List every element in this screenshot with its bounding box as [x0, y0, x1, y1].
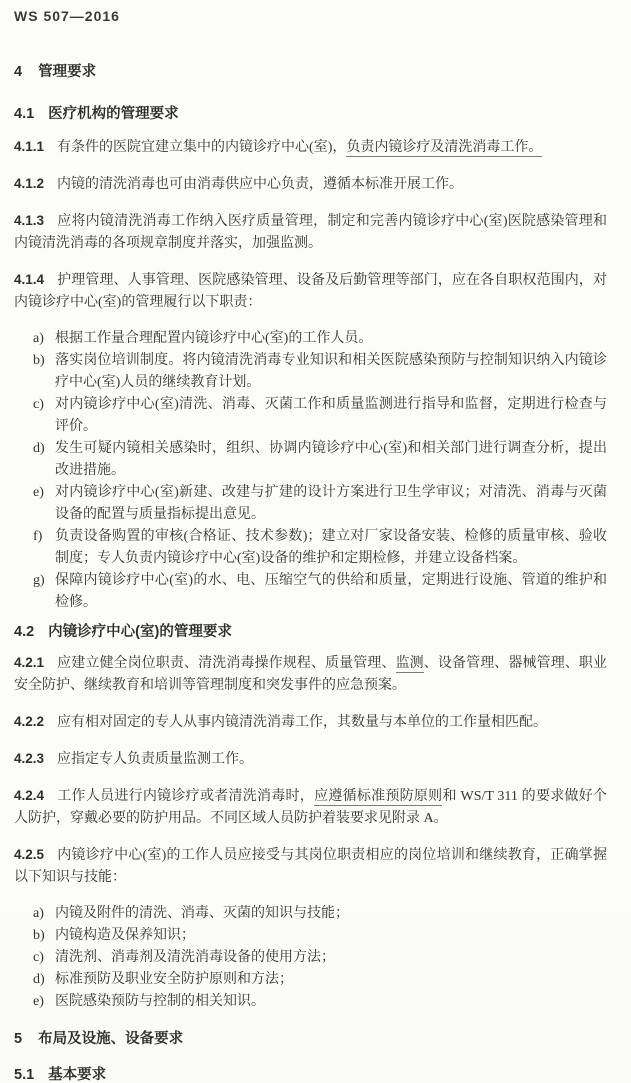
item-label: b) [33, 928, 45, 943]
clause-text: 内镜的清洗消毒也可由消毒供应中心负责，遵循本标准开展工作。 [57, 177, 464, 192]
item-label: c) [33, 950, 44, 965]
clause-text: 护理管理、人事管理、医院感染管理、设备及后勤管理等部门，应在各自职权范围内，对内镜诊疗中心(室)的管理履行以下职责： [14, 273, 607, 310]
item-label: a) [33, 906, 44, 921]
section-heading-5 [14, 1031, 607, 1047]
clause-number: 4.2.3 [14, 751, 45, 766]
subsection-heading-5-1 [14, 1067, 607, 1083]
item-text: 发生可疑内镜相关感染时，组织、协调内镜诊疗中心(室)和相关部门进行调查分析，提出改进措施。 [55, 441, 607, 478]
clause-text: 应建立健全岗位职责、清洗消毒操作规程、质量管理、 [57, 656, 396, 671]
clause-4-2-3 [14, 748, 607, 771]
clause-text: 应将内镜清洗消毒工作纳入医疗质量管理，制定和完善内镜诊疗中心(室)医院感染管理和内镜清洗消毒的各项规章制度并落实，加强监测。 [14, 214, 607, 251]
clause-4-2-1 [14, 652, 607, 697]
item-text: 医院感染预防与控制的相关知识。 [55, 994, 265, 1009]
list-item-d [14, 438, 607, 482]
list-item-g [14, 570, 607, 614]
item-label: a) [33, 331, 44, 346]
subsection-title: 内镜诊疗中心(室)的管理要求 [48, 624, 232, 640]
clause-text: 应指定专人负责质量监测工作。 [57, 752, 254, 767]
item-label: g) [33, 573, 45, 588]
clause-number: 4.1.3 [14, 213, 45, 228]
clause-4-2-4 [14, 785, 607, 830]
list-item-a [14, 903, 607, 925]
item-label: e) [33, 485, 44, 500]
list-item-c [14, 394, 607, 438]
list-item-f [14, 526, 607, 570]
item-label: b) [33, 353, 45, 368]
subsection-title: 基本要求 [48, 1067, 107, 1083]
subsection-number: 4.1 [14, 106, 35, 122]
item-text: 清洗剂、消毒剂及清洗消毒设备的使用方法； [55, 950, 335, 965]
item-text: 根据工作量合理配置内镜诊疗中心(室)的工作人员。 [55, 331, 373, 346]
item-text: 负责设备购置的审核(合格证、技术参数)；建立对厂家设备安装、检修的质量审核、验收制度；专人负责内镜诊疗中心(室)设备的维护和定期检修，并建立设备档案。 [55, 529, 607, 566]
underlined-text: 监测 [395, 656, 424, 671]
lettered-list-4-1-4 [14, 328, 607, 614]
clause-4-2-2 [14, 711, 607, 734]
clause-number: 4.1.4 [14, 272, 45, 287]
clause-number: 4.2.2 [14, 714, 45, 729]
clause-number: 4.1.2 [14, 176, 45, 191]
item-text: 落实岗位培训制度。将内镜清洗消毒专业知识和相关医院感染预防与控制知识纳入内镜诊疗中心(室)人员的继续教育计划。 [55, 353, 607, 390]
clause-text: 有条件的医院宜建立集中的内镜诊疗中心(室)， [57, 140, 347, 155]
section-heading-4 [14, 64, 607, 80]
subsection-number: 5.1 [14, 1067, 35, 1083]
list-item-b [14, 350, 607, 394]
item-text: 标准预防及职业安全防护原则和方法； [55, 972, 293, 987]
list-item-c [14, 947, 607, 969]
section-title: 布局及设施、设备要求 [38, 1031, 184, 1047]
clause-number: 4.2.5 [14, 847, 45, 862]
section-number: 5 [14, 1031, 23, 1047]
item-label: d) [33, 972, 45, 987]
list-item-e [14, 991, 607, 1013]
underlined-text: 负责内镜诊疗及清洗消毒工作。 [346, 140, 543, 155]
item-text: 对内镜诊疗中心(室)清洗、消毒、灭菌工作和质量监测进行指导和监督，定期进行检查与评价。 [55, 397, 607, 434]
clause-4-1-2 [14, 173, 607, 196]
list-item-d [14, 969, 607, 991]
clause-number: 4.2.4 [14, 788, 45, 803]
item-text: 内镜构造及保养知识； [55, 928, 195, 943]
clause-text: 和 WS/T 311 的要求做好个人防护，穿戴必要的防护用品。不同区域人员防护着装要求见附录 A。 [14, 789, 608, 826]
clause-4-1-4 [14, 269, 607, 314]
clause-number: 4.2.1 [14, 655, 45, 670]
subsection-heading-4-2 [14, 624, 607, 640]
list-item-b [14, 925, 607, 947]
item-text: 对内镜诊疗中心(室)新建、改建与扩建的设计方案进行卫生学审议；对清洗、消毒与灭菌设备的配置与质量指标提出意见。 [55, 485, 607, 522]
section-number: 4 [14, 64, 23, 80]
clause-text: 工作人员进行内镜诊疗或者清洗消毒时， [57, 789, 315, 804]
subsection-heading-4-1 [14, 106, 607, 122]
item-label: c) [33, 397, 44, 412]
clause-4-1-1 [14, 136, 607, 159]
section-title: 管理要求 [38, 64, 97, 80]
clause-4-2-5 [14, 844, 607, 889]
clause-4-1-3 [14, 210, 607, 255]
item-label: d) [33, 441, 45, 456]
clause-number: 4.1.1 [14, 139, 45, 154]
lettered-list-4-2-5 [14, 903, 607, 1013]
clause-text: 应有相对固定的专人从事内镜清洗消毒工作，其数量与本单位的工作量相匹配。 [57, 715, 548, 730]
item-label: f) [33, 529, 43, 544]
clause-text: 、设备管理、器械管理、职业安全防护、继续教育和培训等管理制度和突发事件的应急预案。 [14, 656, 608, 693]
item-text: 内镜及附件的清洗、消毒、灭菌的知识与技能； [55, 906, 349, 921]
subsection-number: 4.2 [14, 624, 35, 640]
standard-number-header: WS 507—2016 [14, 8, 120, 24]
list-item-e [14, 482, 607, 526]
item-text: 保障内镜诊疗中心(室)的水、电、压缩空气的供给和质量，定期进行设施、管道的维护和检修。 [55, 573, 607, 610]
list-item-a [14, 328, 607, 350]
underlined-text: 应遵循标准预防原则 [314, 789, 443, 804]
subsection-title: 医疗机构的管理要求 [48, 106, 179, 122]
item-label: e) [33, 994, 44, 1009]
clause-text: 内镜诊疗中心(室)的工作人员应接受与其岗位职责相应的岗位培训和继续教育，正确掌握以下知识与技能： [14, 848, 607, 885]
